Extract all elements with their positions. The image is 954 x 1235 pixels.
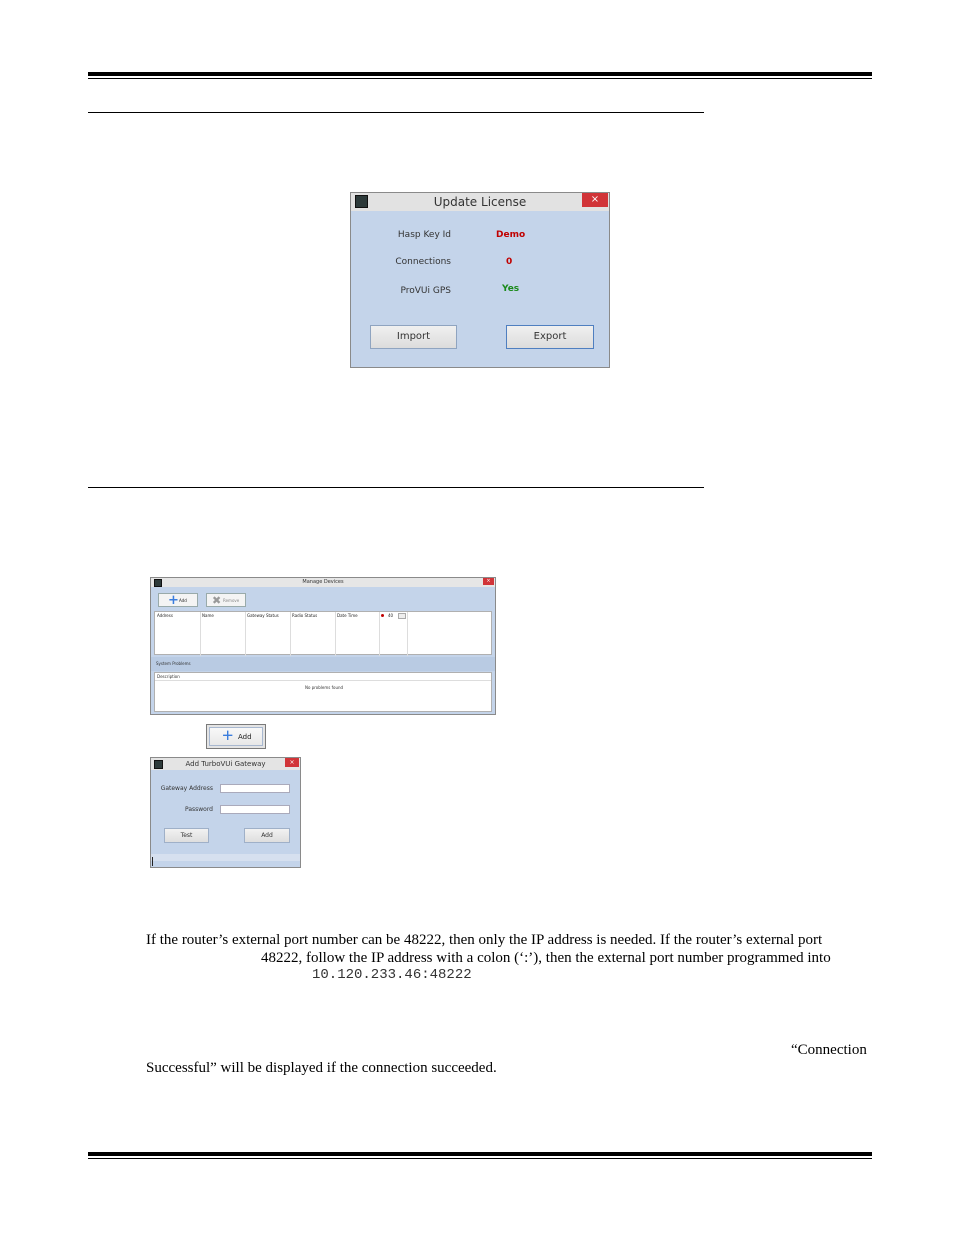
manage-devices-titlebar: [151, 578, 495, 587]
update-license-titlebar: [351, 193, 609, 211]
section-rule-2: [88, 487, 704, 488]
row-divider: [155, 680, 491, 681]
footer-rule-thick: [88, 1152, 872, 1156]
provui-gps-value: Yes: [502, 284, 520, 294]
connections-label: Connections: [395, 257, 451, 267]
col-date-time: Date Time: [337, 613, 358, 618]
text-caret: [152, 857, 153, 866]
add-device-button[interactable]: + Add: [158, 593, 198, 607]
col-description: Description: [157, 674, 180, 679]
no-problems-text: No problems found: [305, 685, 344, 690]
problems-table: [154, 672, 492, 712]
app-icon: [154, 760, 163, 769]
gateway-address-label: Gateway Address: [160, 785, 213, 792]
close-button[interactable]: ×: [285, 758, 299, 767]
import-button[interactable]: Import: [370, 325, 457, 349]
col-address: Address: [157, 613, 173, 618]
status-dot-icon: [381, 614, 384, 617]
close-button[interactable]: ×: [582, 193, 608, 207]
add-gateway-button[interactable]: Add: [244, 828, 290, 843]
footer-rule-thin: [88, 1158, 872, 1159]
password-label: Password: [184, 806, 213, 813]
update-license-dialog: [350, 192, 610, 368]
remove-x-icon: ✖: [212, 594, 222, 607]
col-divider: [290, 612, 291, 656]
checkbox-icon[interactable]: [398, 613, 406, 619]
col-divider: [335, 612, 336, 656]
indicator-text: 40: [388, 613, 394, 618]
provui-gps-label: ProVUi GPS: [400, 286, 451, 296]
add-gateway-dialog: [150, 757, 301, 868]
hasp-key-value: Demo: [496, 230, 526, 240]
add-gateway-titlebar: [151, 758, 300, 770]
update-license-title: Update License: [433, 195, 527, 209]
header-rule-thick: [88, 72, 872, 76]
manage-devices-window: [150, 577, 496, 715]
col-name: Name: [202, 613, 214, 618]
connection-paragraph-line2: Successful” will be displayed if the connection succeeded.: [146, 1060, 497, 1076]
hasp-key-label: Hasp Key Id: [397, 230, 451, 240]
test-button[interactable]: Test: [164, 828, 209, 843]
password-input[interactable]: [220, 805, 290, 814]
col-radio-status: Radio Status: [292, 613, 318, 618]
export-button[interactable]: Export: [506, 325, 594, 349]
add-gateway-title: Add TurboVUi Gateway: [185, 760, 266, 768]
connections-value: 0: [506, 257, 513, 267]
ip-port-example: 10.120.233.46:48222: [312, 967, 472, 983]
system-problems-header: System Problems: [151, 657, 495, 671]
col-divider: [407, 612, 408, 656]
col-gateway-status: Gateway Status: [247, 613, 279, 618]
col-divider: [200, 612, 201, 656]
close-button[interactable]: ×: [483, 578, 494, 585]
plus-icon: +: [168, 593, 179, 608]
gateway-address-input[interactable]: [220, 784, 290, 793]
section-rule-1: [88, 112, 704, 113]
plus-icon: +: [222, 725, 234, 747]
connection-paragraph-line1: “Connection: [791, 1042, 867, 1058]
app-icon: [154, 579, 162, 587]
port-paragraph-line1: If the router’s external port number can be 48222, then only the IP address is needed. If the router’s external port: [146, 932, 823, 948]
remove-device-button[interactable]: ✖ Remove: [206, 593, 246, 607]
port-paragraph-line2: 48222, follow the IP address with a colon (‘:’), then the external port number programmed into: [261, 950, 831, 966]
add-button-sample[interactable]: + Add: [206, 724, 266, 749]
manage-devices-title: Manage Devices: [302, 579, 344, 585]
col-divider: [379, 612, 380, 656]
devices-table: [154, 611, 492, 655]
col-divider: [245, 612, 246, 656]
header-rule-thin: [88, 78, 872, 79]
app-icon: [355, 195, 368, 208]
status-bar: [151, 854, 300, 861]
